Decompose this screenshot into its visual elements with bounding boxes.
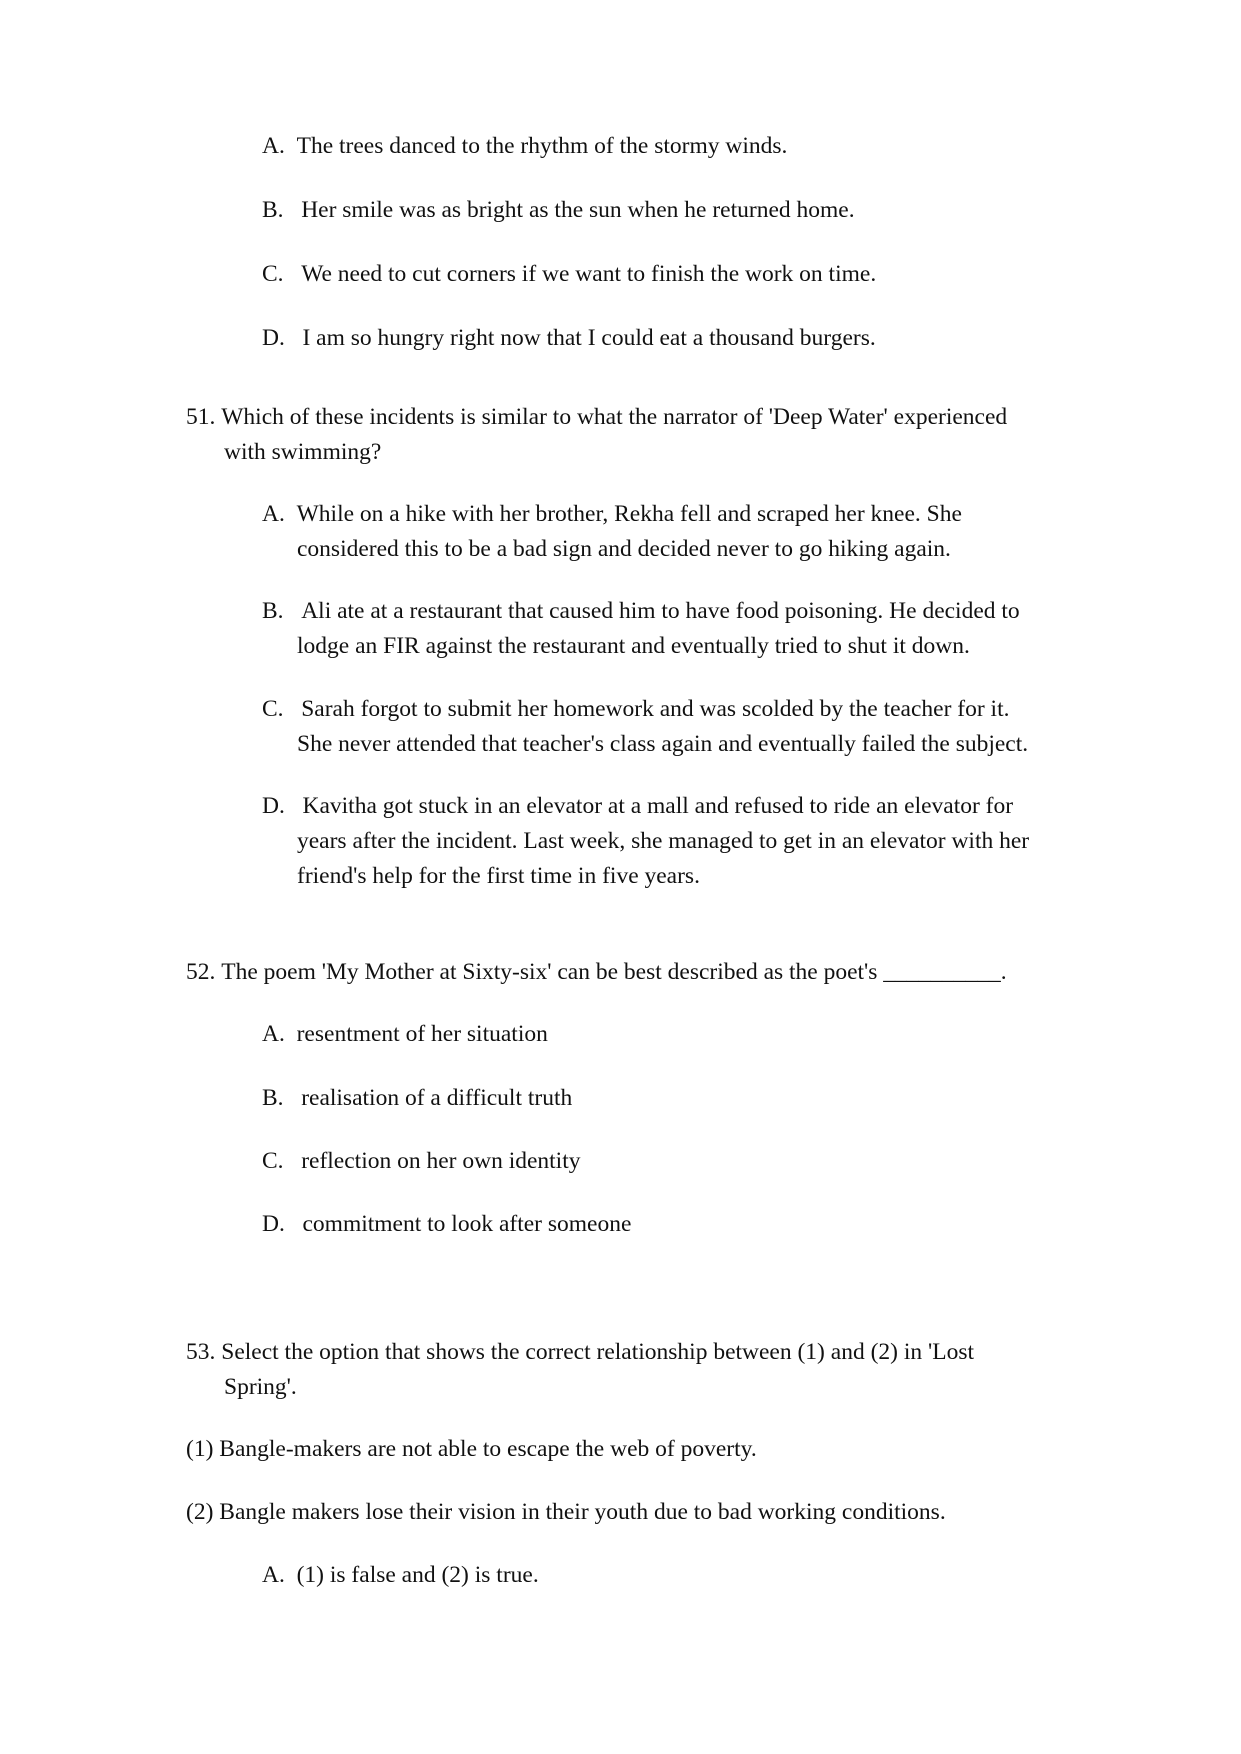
option-label: D. <box>262 325 285 351</box>
option-label: B. <box>262 598 284 624</box>
question-number: 53. <box>186 1339 216 1365</box>
option-text: (1) is false and (2) is true. <box>296 1562 539 1588</box>
q51-option-c-line1 <box>262 692 1009 727</box>
q51-option-d-line2: years after the incident. Last week, she managed to get in an elevator with her <box>297 828 1030 854</box>
q50-option-b <box>262 193 855 228</box>
q51-option-c-line2: She never attended that teacher's class again and eventually failed the subject. <box>297 731 1029 757</box>
option-label: A. <box>262 1562 285 1588</box>
option-label: C. <box>262 261 284 287</box>
q53-question-line2: Spring'. <box>224 1374 297 1400</box>
q53-option-a <box>262 1558 539 1593</box>
option-text: resentment of her situation <box>296 1021 548 1047</box>
q50-option-c <box>262 257 876 292</box>
q53-statement-1: (1) Bangle-makers are not able to escape the web of poverty. <box>186 1436 757 1462</box>
q53-question-line1 <box>186 1335 974 1370</box>
option-text: While on a hike with her brother, Rekha fell and scraped her knee. She <box>296 501 962 527</box>
question-number: 52. <box>186 959 216 985</box>
q51-option-b-line1 <box>262 594 1020 629</box>
question-number: 51. <box>186 404 216 430</box>
q51-option-a-line2: considered this to be a bad sign and decided never to go hiking again. <box>297 536 951 562</box>
option-text: realisation of a difficult truth <box>301 1085 573 1111</box>
option-label: D. <box>262 793 285 819</box>
q50-option-d <box>262 321 876 356</box>
option-label: D. <box>262 1211 285 1237</box>
q52-option-a <box>262 1017 548 1052</box>
question-text: The poem 'My Mother at Sixty-six' can be best described as the poet's __________. <box>221 959 1007 985</box>
option-text: I am so hungry right now that I could eat a thousand burgers. <box>302 325 876 351</box>
option-label: A. <box>262 501 285 527</box>
option-text: commitment to look after someone <box>302 1211 632 1237</box>
q52-option-d <box>262 1207 631 1242</box>
option-label: A. <box>262 1021 285 1047</box>
q51-option-a-line1 <box>262 497 962 532</box>
option-text: Ali ate at a restaurant that caused him to have food poisoning. He decided to <box>301 598 1020 624</box>
q52-option-b <box>262 1081 572 1116</box>
q51-option-d-line3: friend's help for the first time in five years. <box>297 863 700 889</box>
option-text: reflection on her own identity <box>301 1148 581 1174</box>
option-text: Her smile was as bright as the sun when he returned home. <box>301 197 855 223</box>
q51-question-line2: with swimming? <box>224 439 382 465</box>
option-text: Kavitha got stuck in an elevator at a mall and refused to ride an elevator for <box>302 793 1014 819</box>
q51-question-line1 <box>186 400 1007 435</box>
q53-statement-2: (2) Bangle makers lose their vision in their youth due to bad working conditions. <box>186 1499 946 1525</box>
option-text: We need to cut corners if we want to finish the work on time. <box>301 261 877 287</box>
q51-option-d-line1 <box>262 789 1013 824</box>
question-text: Select the option that shows the correct relationship between (1) and (2) in 'Lost <box>221 1339 975 1365</box>
option-label: B. <box>262 1085 284 1111</box>
question-text: Which of these incidents is similar to what the narrator of 'Deep Water' experienced <box>221 404 1008 430</box>
option-text: Sarah forgot to submit her homework and was scolded by the teacher for it. <box>301 696 1010 722</box>
q50-option-a <box>262 129 787 164</box>
option-label: A. <box>262 133 285 159</box>
q52-option-c <box>262 1144 581 1179</box>
q51-option-b-line2: lodge an FIR against the restaurant and eventually tried to shut it down. <box>297 633 970 659</box>
q52-question <box>186 955 1007 990</box>
option-label: B. <box>262 197 284 223</box>
option-label: C. <box>262 696 284 722</box>
option-label: C. <box>262 1148 284 1174</box>
option-text: The trees danced to the rhythm of the stormy winds. <box>296 133 788 159</box>
